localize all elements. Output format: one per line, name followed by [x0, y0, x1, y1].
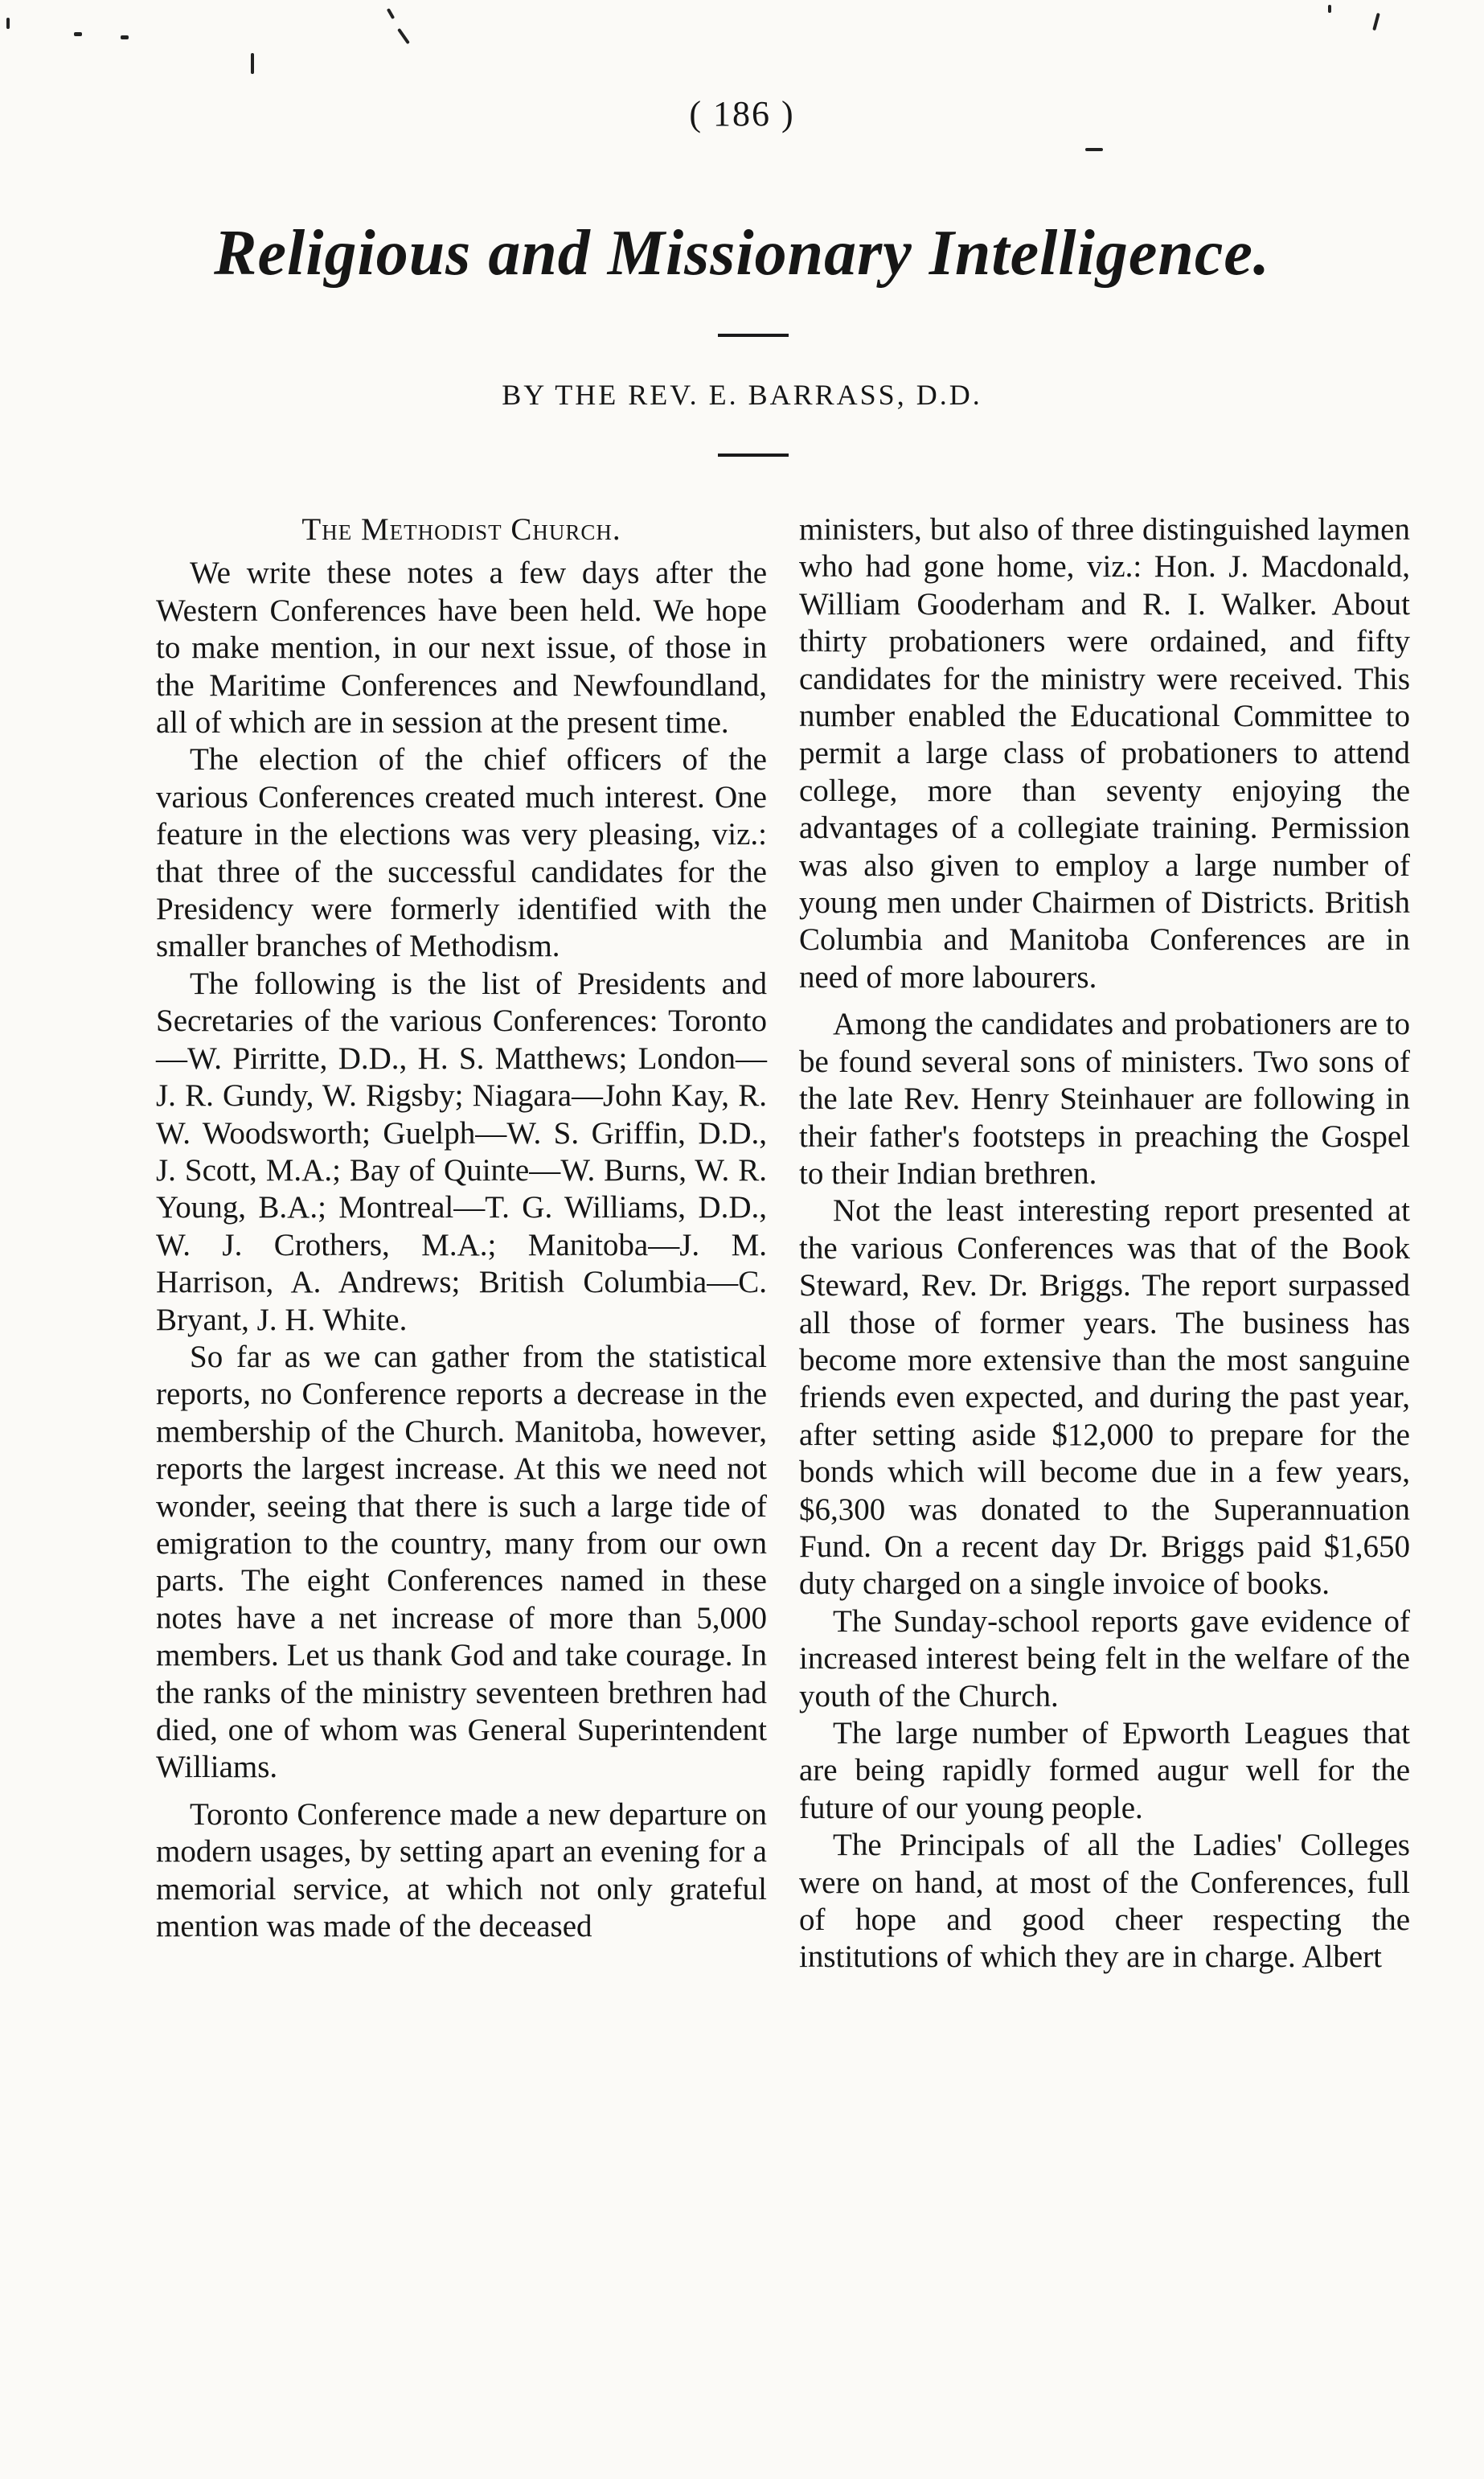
paragraph: ministers, but also of three distinguished laymen who had gone home, viz.: Hon. J. Macdonald, William Gooderham and R. I. Walker. About thirty probationers were ordained, and fifty candidates for the ministry were received. This number enabled the Educational Committee to permit a large class of probationers to attend college, more than seventy enjoying the advantages of a collegiate training. Permission was also given to employ a large number of young men under Chairmen of Districts. British Columbia and Manitoba Conferences are in need of more labourers. — [799, 512, 1410, 995]
paragraph: The election of the chief officers of the various Conferences created much interest. One feature in the elections was very pleasing, viz.: that three of the successful candidates for the Presidency were formerly identified with the smaller branches of Methodism. — [156, 742, 767, 964]
paragraph: Toronto Conference made a new departure on modern usages, by setting apart an evening for a memorial service, at which not only grateful mention was made of the deceased — [156, 1796, 767, 1944]
page-title: Religious and Missionary Intelligence. — [214, 218, 1270, 289]
paragraph: Among the candidates and probationers are to be found several sons of ministers. Two sons of the late Rev. Henry Steinhauer are following in their father's footsteps in preaching the Gospel to their Indian brethren. — [799, 1007, 1410, 1191]
scan-speck — [6, 18, 10, 29]
scan-speck — [74, 32, 82, 36]
section-heading: The Methodist Church. — [301, 512, 621, 547]
scan-speck — [1372, 13, 1380, 31]
title-divider — [718, 334, 789, 337]
paragraph: The Principals of all the Ladies' Colleges were on hand, at most of the Conferences, full of hope and good cheer respecting the institutions of which they are in charge. Albert — [799, 1828, 1410, 1975]
byline-divider — [718, 454, 789, 457]
left-column — [156, 511, 767, 1945]
scan-speck — [1085, 148, 1103, 151]
paragraph: We write these notes a few days after the Western Conferences have been held. We hope to make mention, in our next issue, of those in the Maritime Conferences and Newfoundland, all of which are in session at the present time. — [156, 556, 767, 741]
right-column — [799, 511, 1410, 1976]
scan-speck — [1328, 5, 1331, 13]
author-byline: BY THE REV. E. BARRASS, D.D. — [502, 379, 982, 411]
scan-speck — [397, 28, 410, 44]
scan-speck — [387, 8, 395, 19]
paragraph: So far as we can gather from the statistical reports, no Conference reports a decrease in the membership of the Church. Manitoba, however, reports the largest increase. At this we need not wonder, seeing that there is such a large tide of emigration to the country, many from our own parts. The eight Conferences named in these notes have a net increase of more than 5,000 members. Let us thank God and take courage. In the ranks of the ministry seventeen brethren had died, one of whom was General Superintendent Williams. — [156, 1339, 767, 1785]
paragraph: The large number of Epworth Leagues that are being rapidly formed augur well for the future of our young people. — [799, 1716, 1410, 1825]
paragraph: The Sunday-school reports gave evidence of increased interest being felt in the welfare of the youth of the Church. — [799, 1603, 1410, 1714]
scan-speck — [121, 35, 129, 39]
page-number: ( 186 ) — [689, 94, 795, 133]
scan-speck — [251, 53, 254, 74]
paragraph: The following is the list of Presidents and Secretaries of the various Conferences: Toronto—W. Pirritte, D.D., H. S. Matthews; London—J. R. Gundy, W. Rigsby; Niagara—John Kay, R. W. Woodsworth; Guelph—W. S. Griffin, D.D., J. Scott, M.A.; Bay of Quinte—W. Burns, W. R. Young, B.A.; Montreal—T. G. Williams, D.D., W. J. Crothers, M.A.; Manitoba—J. M. Harrison, A. Andrews; British Columbia—C. Bryant, J. H. White. — [156, 966, 767, 1337]
paragraph: Not the least interesting report presented at the various Conferences was that of the Book Steward, Rev. Dr. Briggs. The report surpassed all those of former years. The business has become more extensive than the most sanguine friends even expected, and during the past year, after setting aside $12,000 to prepare for the bonds which will become due in a few years, $6,300 was donated to the Superannuation Fund. On a recent day Dr. Briggs paid $1,650 duty charged on a single invoice of books. — [799, 1193, 1410, 1602]
